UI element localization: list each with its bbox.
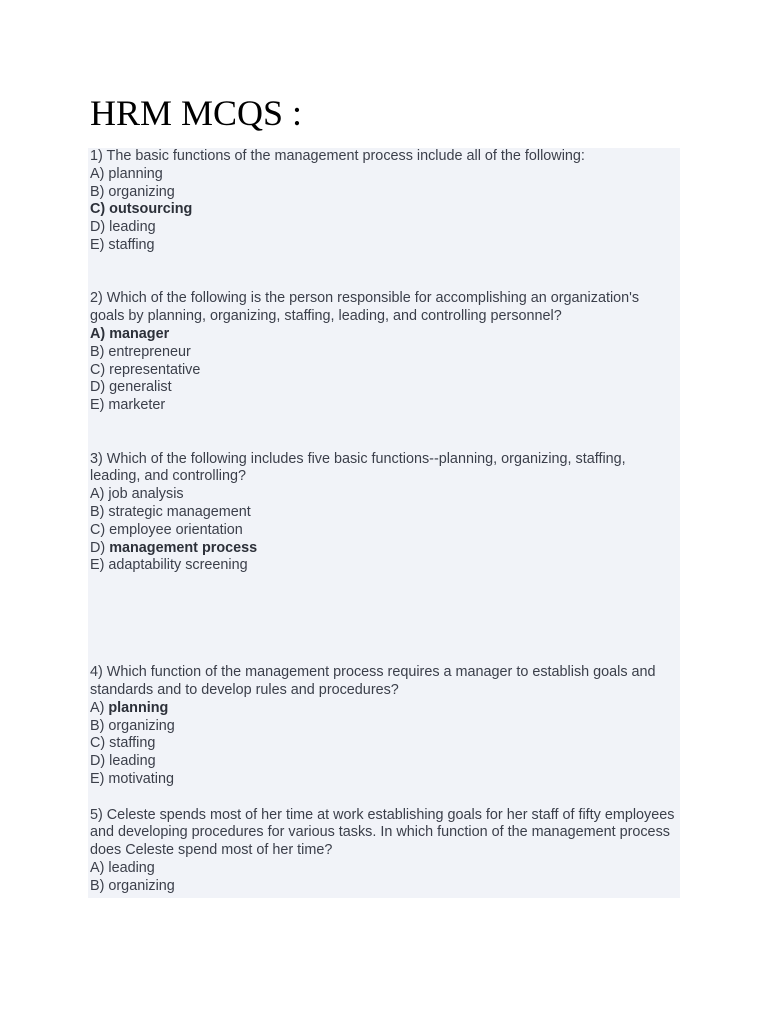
option-a <box>90 326 676 344</box>
question-text: 2) Which of the following is the person responsible for accomplishing an organization's goals by planning, organizing, staffing, leading, and controlling personnel? <box>90 290 640 325</box>
option-d-answer: management process <box>109 539 258 556</box>
option-c: C) employee orientation <box>90 521 243 538</box>
option-b: B) entrepreneur <box>90 343 191 360</box>
question-text: 1) The basic functions of the management process include all of the following: <box>90 148 585 164</box>
spacer <box>90 789 676 807</box>
option-c-answer: C) outsourcing <box>90 201 193 218</box>
option-e: E) marketer <box>90 397 166 414</box>
question-block-1 <box>90 148 676 255</box>
spacer <box>90 255 676 291</box>
spacer <box>90 575 676 664</box>
option-e: E) adaptability screening <box>90 557 248 574</box>
option-a: A) planning <box>90 165 163 182</box>
question-block-2 <box>90 290 676 415</box>
question-text: 4) Which function of the management process requires a manager to establish goals and standards and to develop rules and procedures? <box>90 664 656 698</box>
option-a: A) leading <box>90 859 155 876</box>
option-a-answer: manager <box>109 325 170 342</box>
option-b: B) strategic management <box>90 503 251 520</box>
option-e: E) staffing <box>90 236 155 253</box>
question-block-4 <box>90 664 676 789</box>
page-title: HRM MCQS : <box>90 93 303 133</box>
questions-list <box>90 148 676 895</box>
option-a-answer: planning <box>108 699 169 716</box>
option-e: E) motivating <box>90 770 174 787</box>
question-block-5 <box>90 807 676 896</box>
option-d <box>90 540 676 558</box>
option-b: B) organizing <box>90 717 175 734</box>
option-c: C) staffing <box>90 735 156 752</box>
spacer <box>90 415 676 451</box>
option-a-label: A) <box>90 325 106 342</box>
option-a: A) job analysis <box>90 486 184 503</box>
option-d-label: D) <box>90 539 106 556</box>
option-d: D) generalist <box>90 379 172 396</box>
option-d: D) leading <box>90 219 156 236</box>
option-c: C) representative <box>90 361 201 378</box>
question-block-3 <box>90 451 676 576</box>
question-text: 5) Celeste spends most of her time at work establishing goals for her staff of fifty employees and developing procedures for various tasks. In which function of the management process does Celeste spend most of her time? <box>90 806 675 859</box>
option-d: D) leading <box>90 753 156 770</box>
option-b: B) organizing <box>90 877 175 894</box>
option-a-label: A) <box>90 699 105 716</box>
option-b: B) organizing <box>90 183 175 200</box>
option-a <box>90 700 676 718</box>
question-text: 3) Which of the following includes five basic functions--planning, organizing, staffing, leading, and controlling? <box>90 450 626 485</box>
